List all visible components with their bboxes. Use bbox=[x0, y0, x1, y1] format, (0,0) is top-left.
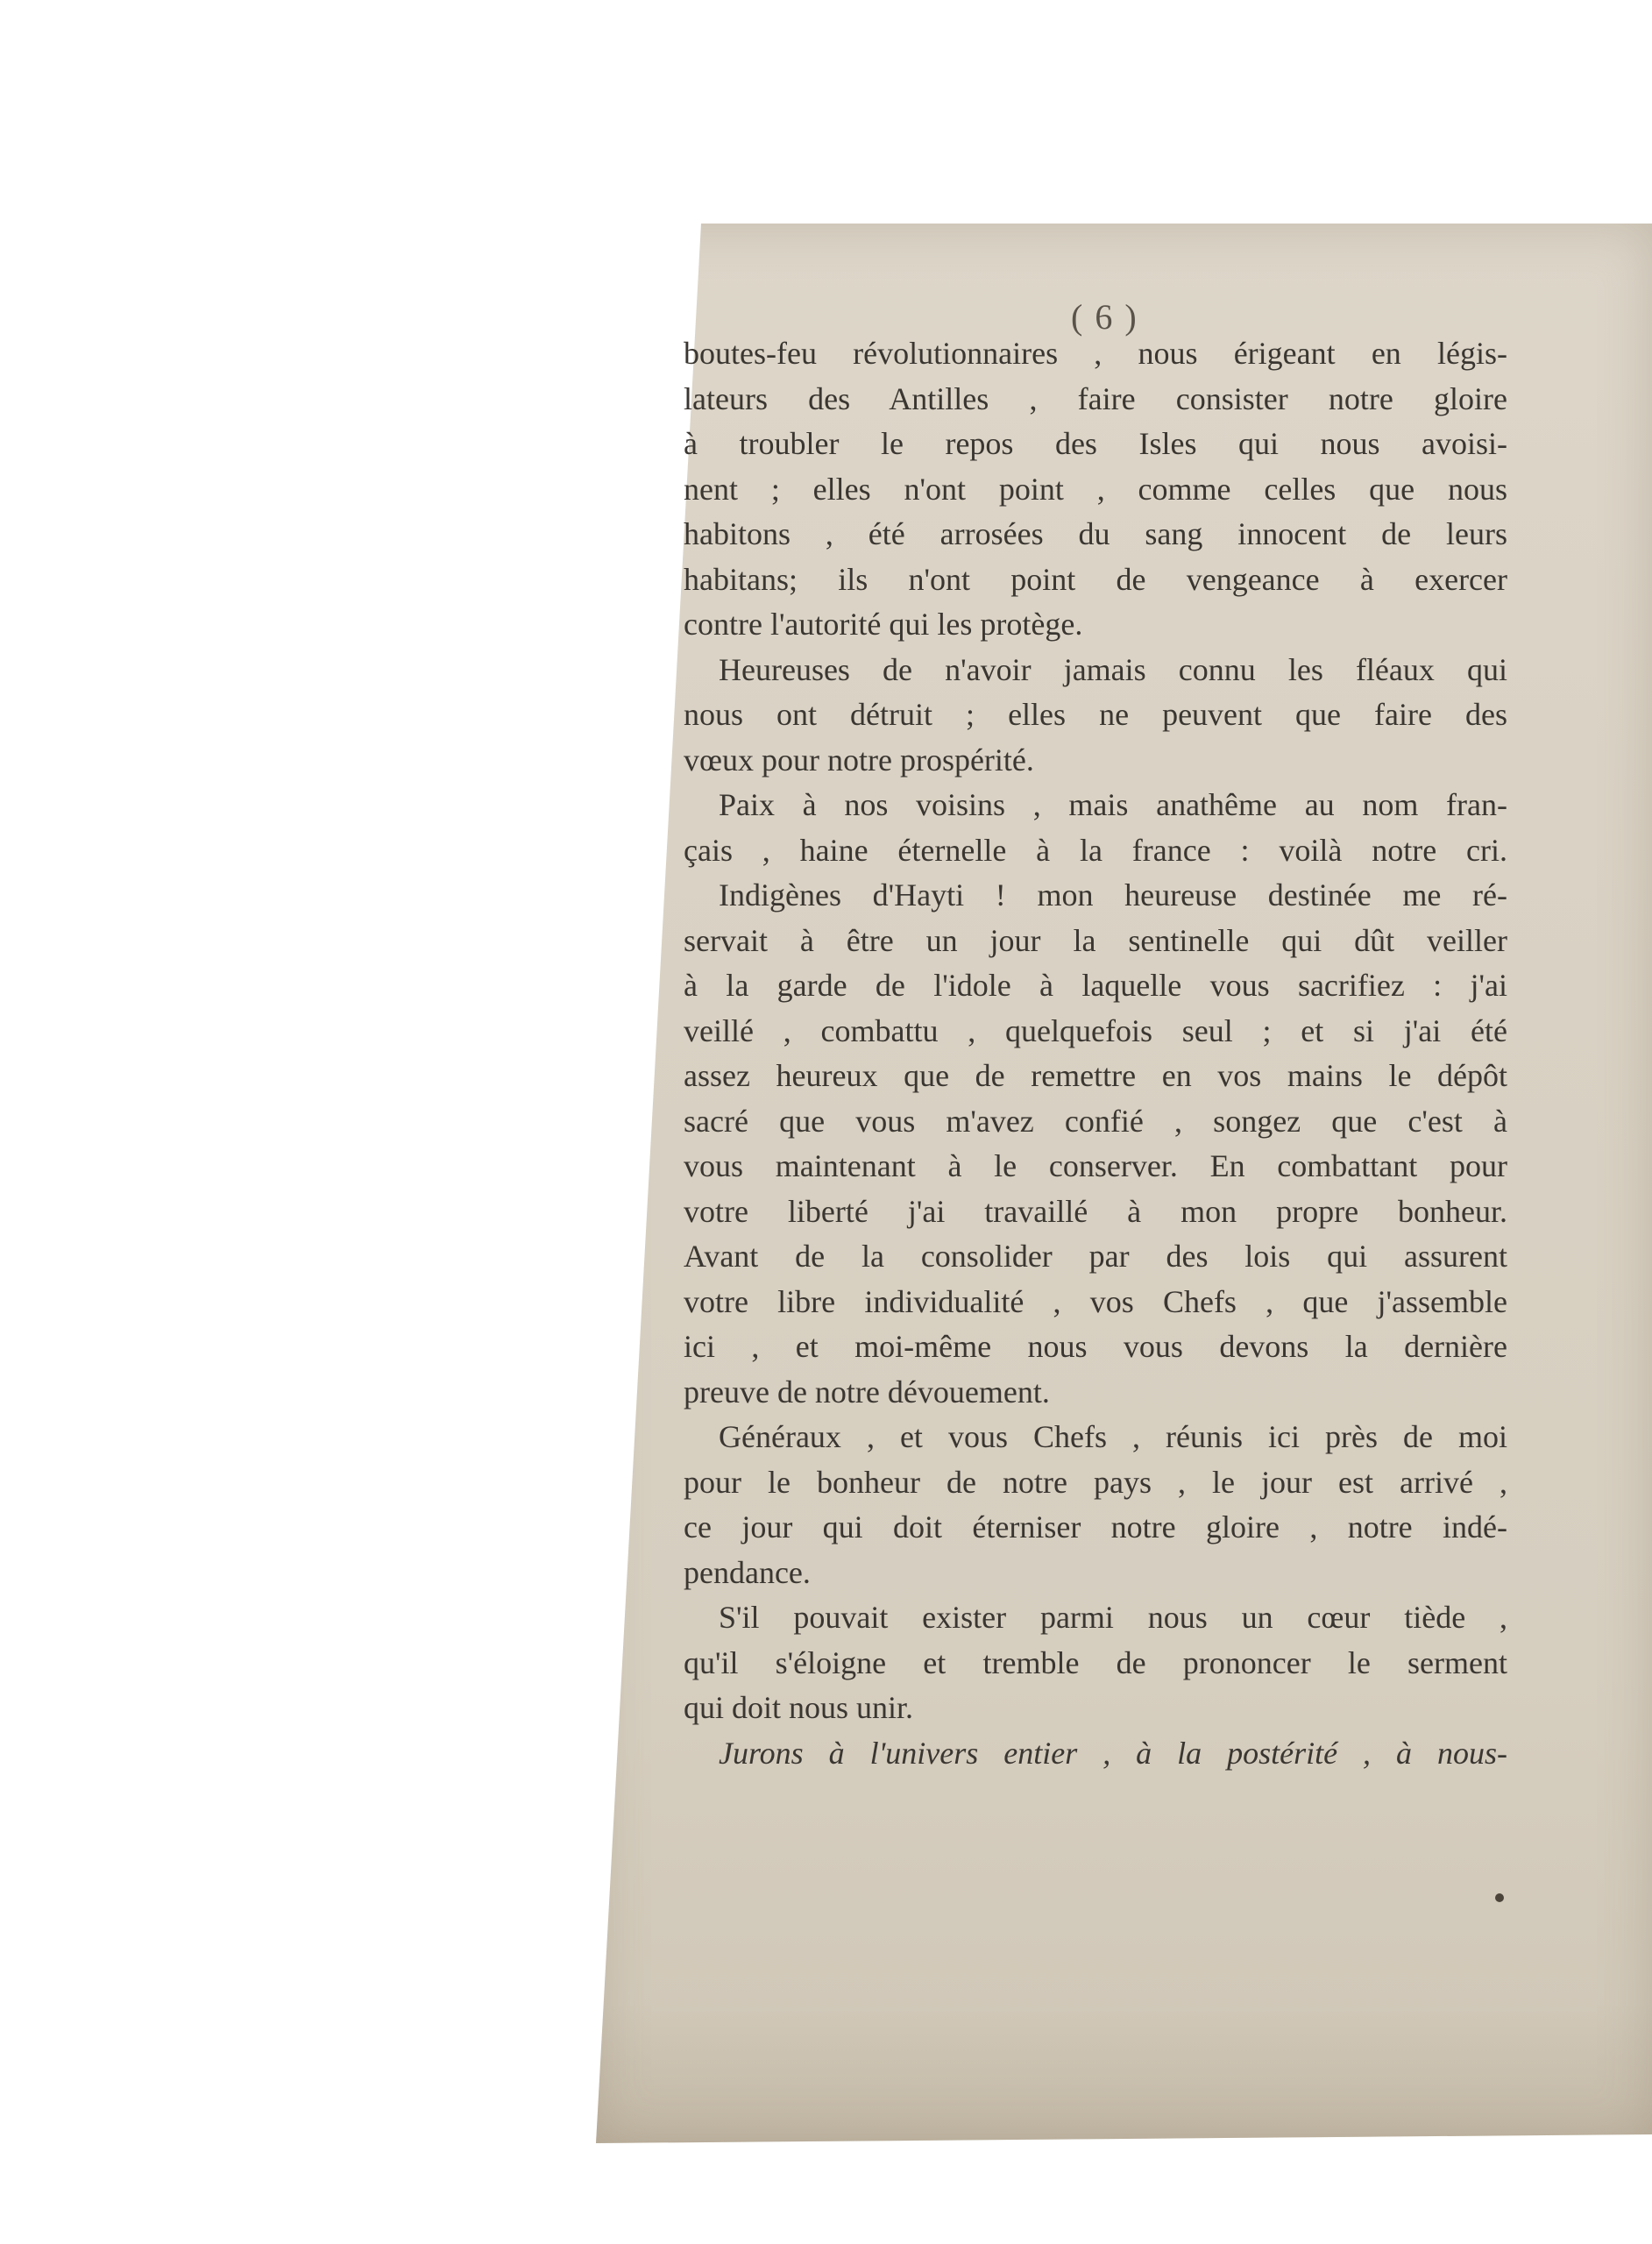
text-line: ici , et moi-même nous vous devons la dernière bbox=[684, 1329, 1507, 1364]
text-line: lateurs des Antilles , faire consister notre gloire bbox=[684, 380, 1507, 416]
text-line: votre libre individualité , vos Chefs , que j'assemble bbox=[684, 1283, 1507, 1319]
text-line: pendance. bbox=[684, 1554, 811, 1590]
text-line: veillé , combattu , quelquefois seul ; et si j'ai été bbox=[684, 1012, 1507, 1048]
text-line: preuve de notre dévouement. bbox=[684, 1374, 1050, 1410]
text-line: à la garde de l'idole à laquelle vous sacrifiez : j'ai bbox=[684, 968, 1507, 1003]
text-line: Heureuses de n'avoir jamais connu les fléaux qui bbox=[719, 651, 1507, 687]
ink-dot bbox=[1495, 1893, 1504, 1902]
text-line: S'il pouvait exister parmi nous un cœur tiède , bbox=[719, 1600, 1507, 1635]
text-line: boutes-feu révolutionnaires , nous érigeant en légis- bbox=[684, 336, 1507, 371]
text-line-italic: Jurons à l'univers entier , à la postérité , à nous- bbox=[719, 1735, 1507, 1771]
page-number: ( 6 ) bbox=[1071, 297, 1138, 337]
text-line: Généraux , et vous Chefs , réunis ici près de moi bbox=[719, 1419, 1507, 1454]
text-line: habitons , été arrosées du sang innocent de leurs bbox=[684, 516, 1507, 551]
text-line: Indigènes d'Hayti ! mon heureuse destinée me ré- bbox=[719, 877, 1507, 913]
text-line: assez heureux que de remettre en vos mains le dépôt bbox=[684, 1058, 1507, 1093]
text-line: pour le bonheur de notre pays , le jour est arrivé , bbox=[684, 1464, 1507, 1500]
text-line: ce jour qui doit éterniser notre gloire , notre indé- bbox=[684, 1509, 1507, 1545]
text-line: vœux pour notre prospérité. bbox=[684, 742, 1034, 778]
text-line: votre liberté j'ai travaillé à mon propre bonheur. bbox=[684, 1193, 1507, 1229]
text-line: vous maintenant à le conserver. En combattant pour bbox=[684, 1148, 1507, 1183]
text-line: nous ont détruit ; elles ne peuvent que faire des bbox=[684, 697, 1507, 732]
body-text bbox=[684, 331, 1507, 1776]
text-line: Paix à nos voisins , mais anathême au nom fran- bbox=[719, 787, 1507, 822]
text-line: çais , haine éternelle à la france : voilà notre cri. bbox=[684, 832, 1507, 868]
text-line: qu'il s'éloigne et tremble de prononcer le serment bbox=[684, 1644, 1507, 1680]
text-line: habitans; ils n'ont point de vengeance à exercer bbox=[684, 561, 1507, 597]
text-line: qui doit nous unir. bbox=[684, 1690, 914, 1725]
text-line: contre l'autorité qui les protège. bbox=[684, 607, 1083, 642]
text-line: sacré que vous m'avez confié , songez que c'est à bbox=[684, 1103, 1507, 1139]
text-line: nent ; elles n'ont point , comme celles que nous bbox=[684, 471, 1507, 507]
text-line: à troubler le repos des Isles qui nous avoisi- bbox=[684, 426, 1507, 461]
text-line: servait à être un jour la sentinelle qui dût veiller bbox=[684, 922, 1507, 958]
text-line: Avant de la consolider par des lois qui assurent bbox=[684, 1239, 1507, 1274]
